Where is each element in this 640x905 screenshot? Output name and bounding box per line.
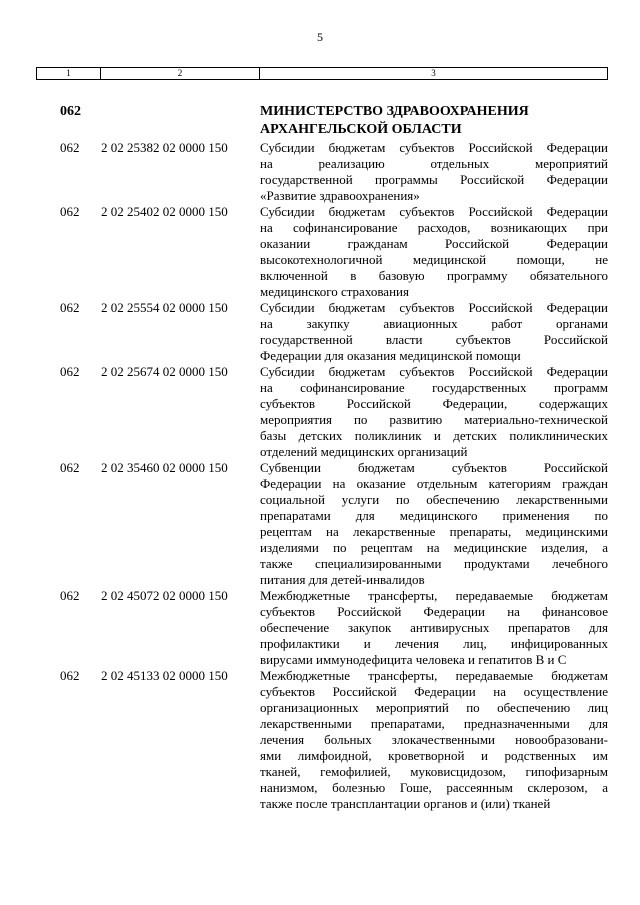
description-line: обеспечение закупок антивирусных препаратов для (260, 620, 608, 635)
description-line: также специализированными продуктами лечебного (260, 556, 608, 571)
column-header-2: 2 (101, 68, 260, 79)
description-line: профилактики и лечения лиц, инфицированных (260, 636, 608, 651)
administrator-code: 062 (60, 300, 80, 315)
revenue-description (260, 668, 608, 812)
description-line: государственной власти субъектов Российской (260, 332, 608, 347)
administrator-code: 062 (60, 668, 80, 683)
description-line: Субвенции бюджетам субъектов Российской (260, 460, 608, 475)
description-line: организационных мероприятий по обеспечению лиц (260, 700, 608, 715)
ministry-heading-row (0, 103, 640, 139)
description-line: «Развитие здравоохранения» (260, 188, 420, 203)
description-line: Межбюджетные трансферты, передаваемые бюджетам (260, 668, 608, 683)
ministry-name (260, 103, 608, 139)
table-row (0, 300, 640, 364)
description-line: изделиями по рецептам на медицинские изделия, а (260, 540, 608, 555)
description-line: также после трансплантации органов и (или) тканей (260, 796, 551, 811)
description-line: мероприятия по развитию материально-технической (260, 412, 608, 427)
description-line: на закупку авиационных работ органами (260, 316, 608, 331)
ministry-name-line: АРХАНГЕЛЬСКОЙ ОБЛАСТИ (260, 122, 462, 137)
description-line: Федерации для оказания медицинской помощи (260, 348, 521, 363)
administrator-code: 062 (60, 364, 80, 379)
revenue-description (260, 204, 608, 300)
description-line: лечения больных злокачественными новообразовани- (260, 732, 608, 747)
description-line: нанизмом, болезнью Гоше, рассеянным склерозом, а (260, 780, 608, 795)
description-line: социальной услуги по обеспечению лекарственными (260, 492, 608, 507)
table-row (0, 588, 640, 668)
description-line: базы детских поликлиник и детских поликлинических (260, 428, 608, 443)
description-line: Субсидии бюджетам субъектов Российской Федерации (260, 140, 608, 155)
revenue-description (260, 300, 608, 364)
table-row (0, 140, 640, 204)
revenue-code: 2 02 45072 02 0000 150 (101, 588, 228, 603)
description-line: препаратами для медицинского применения по (260, 508, 608, 523)
column-header-row (36, 67, 608, 80)
column-header-3: 3 (431, 68, 436, 78)
description-line: питания для детей-инвалидов (260, 572, 425, 587)
description-line: на софинансирование государственных программ (260, 380, 608, 395)
table-body (0, 103, 640, 812)
description-line: государственной программы Российской Федерации (260, 172, 608, 187)
revenue-code: 2 02 35460 02 0000 150 (101, 460, 228, 475)
description-line: субъектов Российской Федерации, содержащих (260, 396, 608, 411)
description-line: рецептам на лекарственные препараты, медицинскими (260, 524, 608, 539)
description-line: Межбюджетные трансферты, передаваемые бюджетам (260, 588, 608, 603)
revenue-code: 2 02 25674 02 0000 150 (101, 364, 228, 379)
description-line: включенной в базовую программу обязательного (260, 268, 608, 283)
description-line: Федерации на оказание отдельным категориям граждан (260, 476, 608, 491)
description-line: Субсидии бюджетам субъектов Российской Федерации (260, 364, 608, 379)
column-header-1: 1 (37, 68, 101, 79)
page-number: 5 (317, 30, 323, 44)
description-line: лекарственными препаратами, предназначенными для (260, 716, 608, 731)
revenue-description (260, 364, 608, 460)
revenue-description (260, 460, 608, 588)
revenue-code: 2 02 25402 02 0000 150 (101, 204, 228, 219)
administrator-code: 062 (60, 204, 80, 219)
description-line: Субсидии бюджетам субъектов Российской Федерации (260, 204, 608, 219)
description-line: субъектов Российской Федерации на финансовое (260, 604, 608, 619)
description-line: тканей, гемофилией, муковисцидозом, гипофизарным (260, 764, 608, 779)
revenue-code: 2 02 45133 02 0000 150 (101, 668, 228, 683)
administrator-code: 062 (60, 104, 81, 119)
description-line: отделений медицинских организаций (260, 444, 468, 459)
ministry-name-line: МИНИСТЕРСТВО ЗДРАВООХРАНЕНИЯ (260, 104, 529, 119)
description-line: вирусами иммунодефицита человека и гепатитов В и С (260, 652, 567, 667)
administrator-code: 062 (60, 588, 80, 603)
description-line: ями лимфоидной, кроветворной и родственных им (260, 748, 608, 763)
table-row (0, 460, 640, 588)
description-line: субъектов Российской Федерации на осуществление (260, 684, 608, 699)
revenue-code: 2 02 25382 02 0000 150 (101, 140, 228, 155)
table-row (0, 204, 640, 300)
table-row (0, 364, 640, 460)
description-line: Субсидии бюджетам субъектов Российской Федерации (260, 300, 608, 315)
revenue-description (260, 140, 608, 204)
revenue-description (260, 588, 608, 668)
description-line: на реализацию отдельных мероприятий (260, 156, 608, 171)
description-line: оказании гражданам Российской Федерации (260, 236, 608, 251)
table-row (0, 668, 640, 812)
description-line: высокотехнологичной медицинской помощи, не (260, 252, 608, 267)
description-line: на софинансирование расходов, возникающих при (260, 220, 608, 235)
revenue-code: 2 02 25554 02 0000 150 (101, 300, 228, 315)
description-line: медицинского страхования (260, 284, 409, 299)
administrator-code: 062 (60, 140, 80, 155)
administrator-code: 062 (60, 460, 80, 475)
